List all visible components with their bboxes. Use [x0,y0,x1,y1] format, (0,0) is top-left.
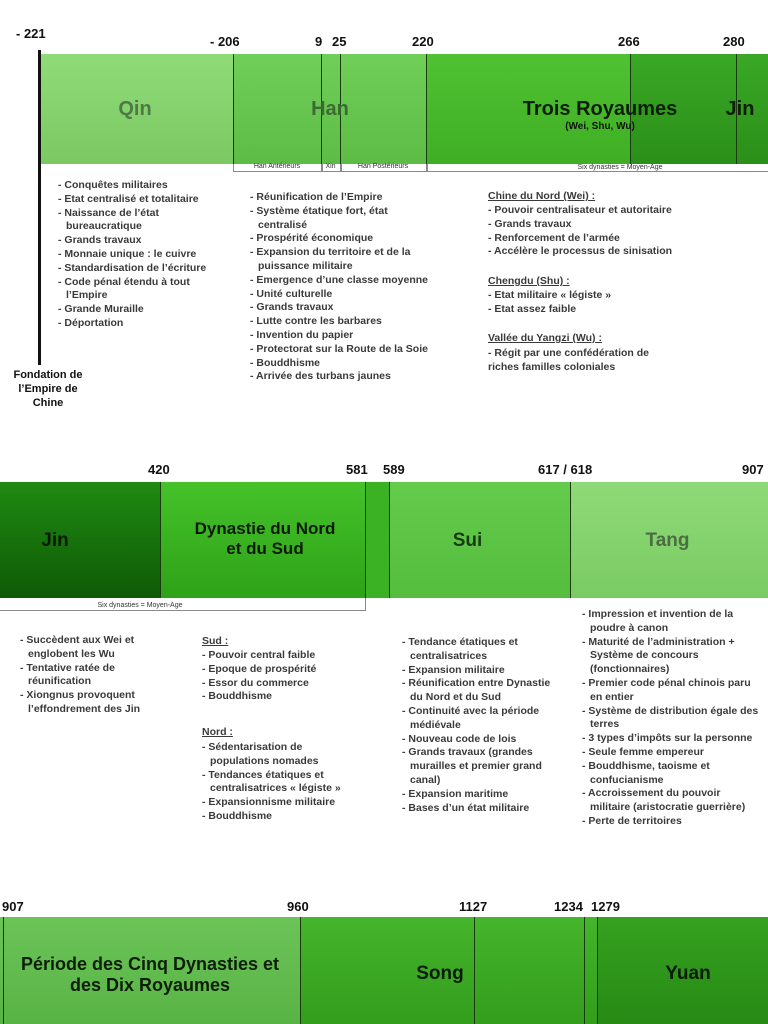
list-item: - Grands travaux (grandes murailles et premier grand canal) [402,746,562,787]
list-item: - Tendances étatiques et centralisatrices « légiste » [202,769,362,797]
year-label: 266 [618,34,640,49]
shu-points [488,289,718,317]
list-item: - Bouddhisme [202,810,362,824]
list-item: - Monnaie unique : le cuivre [58,248,218,262]
jin-points [20,634,160,717]
divider [426,54,427,164]
list-item: - Accroissement du pouvoir militaire (aristocratie guerrière) [582,787,762,815]
list-item: - Expansion militaire [402,664,562,678]
divider [300,917,301,1024]
wei-title: Chine du Nord (Wei) : [488,190,596,202]
year-label: 907 [2,899,24,914]
timeline-axis [38,50,41,365]
list-item: - Etat militaire « légiste » [488,289,718,303]
list-item: - Grands travaux [250,301,435,315]
divider [570,482,571,598]
list-item: - Epoque de prospérité [202,663,372,677]
dynasty-transition [365,482,389,598]
list-item: - Maturité de l’administration + Système de concours (fonctionnaires) [582,636,762,677]
founding-line: Fondation de [13,369,83,381]
dynasty-band [0,482,768,598]
wu-text: - Régit par une confédération de riches familles coloniales [488,347,650,373]
list-item: - Expansion maritime [402,788,562,802]
year-label: 220 [412,34,434,49]
list-item: - Réunification entre Dynastie du Nord et du Sud [402,677,562,705]
year-label: 907 [742,462,764,477]
list-item: - Grande Muraille [58,303,218,317]
year-label: 617 / 618 [538,462,593,477]
list-item: - Accélère le processus de sinisation [488,245,718,259]
dynasty-label: Trois Royaumes [522,98,678,120]
list-item: - Réunification de l’Empire [250,191,435,205]
divider [233,54,234,164]
list-item: - Code pénal étendu à tout l’Empire [58,276,218,304]
list-item: - Continuité avec la période médiévale [402,705,562,733]
list-item: - Tentative ratée de réunification [20,662,160,690]
sui-points [402,636,562,815]
wei-points [488,204,718,259]
dynasty-band [0,917,768,1024]
dynasty-label: Qin [118,98,152,120]
list-item: - Perte de territoires [582,815,762,829]
list-item: - Lutte contre les barbares [250,315,435,329]
han-points [250,191,435,384]
list-item: - Bouddhisme [250,357,435,371]
list-item: - Déportation [58,317,218,331]
wu-title: Vallée du Yangzi (Wu) : [488,332,602,344]
tang-points [582,608,762,829]
year-label: 280 [723,34,745,49]
year-label: 9 [315,34,323,49]
list-item: - Renforcement de l’armée [488,232,718,246]
list-item: - Sédentarisation de populations nomades [202,741,362,769]
list-item: - Conquêtes militaires [58,179,218,193]
divider [389,482,390,598]
sud-points [202,649,372,704]
divider [160,482,161,598]
founding-note [2,368,94,410]
year-label: 420 [148,462,170,477]
list-item: - Naissance de l’état bureaucratique [58,207,218,235]
bracket-label: Han Antérieurs [253,163,301,170]
divider [365,482,366,598]
list-item: - Système étatique fort, état centralisé [250,205,435,233]
dynasty-sublabel: (Wei, Shu, Wu) [565,121,635,132]
list-item: - Arrivée des turbans jaunes [250,370,435,384]
dynasty-label: Période des Cinq Dynasties et des Dix Royaumes [20,954,280,995]
year-label: - 221 [16,26,46,41]
dynasty-label: Song [416,963,464,984]
list-item: - Bouddhisme, taoisme et confucianisme [582,760,762,788]
dynasty-label: Jin [725,98,755,120]
list-item: - Système de distribution égale des terres [582,705,762,733]
list-item: - Invention du papier [250,329,435,343]
list-item: - Etat centralisé et totalitaire [58,193,218,207]
list-item: - Standardisation de l’écriture [58,262,218,276]
list-item: - Bouddhisme [202,690,372,704]
dynasty-label: Yuan [665,963,711,984]
dynasty-label: Han [311,98,349,120]
list-item: - Bases d’un état militaire [402,802,562,816]
list-item: - Tendance étatiques et centralisatrices [402,636,562,664]
divider [597,917,598,1024]
list-item: - Nouveau code de lois [402,733,562,747]
list-item: - Etat assez faible [488,303,718,317]
list-item: - Succèdent aux Wei et englobent les Wu [20,634,160,662]
list-item: - Unité culturelle [250,288,435,302]
year-label: 1279 [591,899,620,914]
year-label: 581 [346,462,368,477]
list-item: - Essor du commerce [202,677,372,691]
list-item: - Grands travaux [58,234,218,248]
divider [3,917,4,1024]
shu-title: Chengdu (Shu) : [488,275,570,287]
year-label: - 206 [210,34,240,49]
list-item: - Grands travaux [488,218,718,232]
bracket-label: Six dynasties = Moyen-Age [577,164,663,171]
year-label: 1234 [554,899,583,914]
list-item: - Seule femme empereur [582,746,762,760]
nord-title: Nord : [202,726,233,738]
dynasty-label: Tang [645,530,690,551]
list-item: - Pouvoir central faible [202,649,372,663]
list-item: - Pouvoir centralisateur et autoritaire [488,204,718,218]
qin-points [58,179,218,331]
list-item: - Xiongnus provoquent l’effondrement des Jin [20,689,160,717]
bracket-label: Han Postérieurs [357,163,409,170]
list-item: - Prospérité économique [250,232,435,246]
list-item: - 3 types d’impôts sur la personne [582,732,762,746]
list-item: - Expansion du territoire et de la puissance militaire [250,246,435,274]
bracket-label: Six dynasties = Moyen-Age [97,602,183,609]
list-item: - Impression et invention de la poudre à canon [582,608,762,636]
bracket-label: Xin [325,163,336,170]
year-label: 1127 [459,899,488,914]
year-label: 589 [383,462,405,477]
year-label: 25 [332,34,347,49]
year-label: 960 [287,899,309,914]
dynasty-band [40,54,768,164]
founding-line: l’Empire de [18,383,78,395]
dynasty-label: Jin [41,530,69,551]
sud-title: Sud : [202,635,229,647]
dynasty-label: Dynastie du Nord et du Sud [194,519,336,558]
list-item: - Emergence d’une classe moyenne [250,274,435,288]
list-item: - Protectorat sur la Route de la Soie [250,343,435,357]
dynasty-label: Sui [452,530,483,551]
list-item: - Premier code pénal chinois paru en entier [582,677,762,705]
founding-line: Chine [32,397,64,409]
divider [584,917,585,1024]
list-item: - Expansionnisme militaire [202,796,362,810]
nord-points [202,741,362,824]
